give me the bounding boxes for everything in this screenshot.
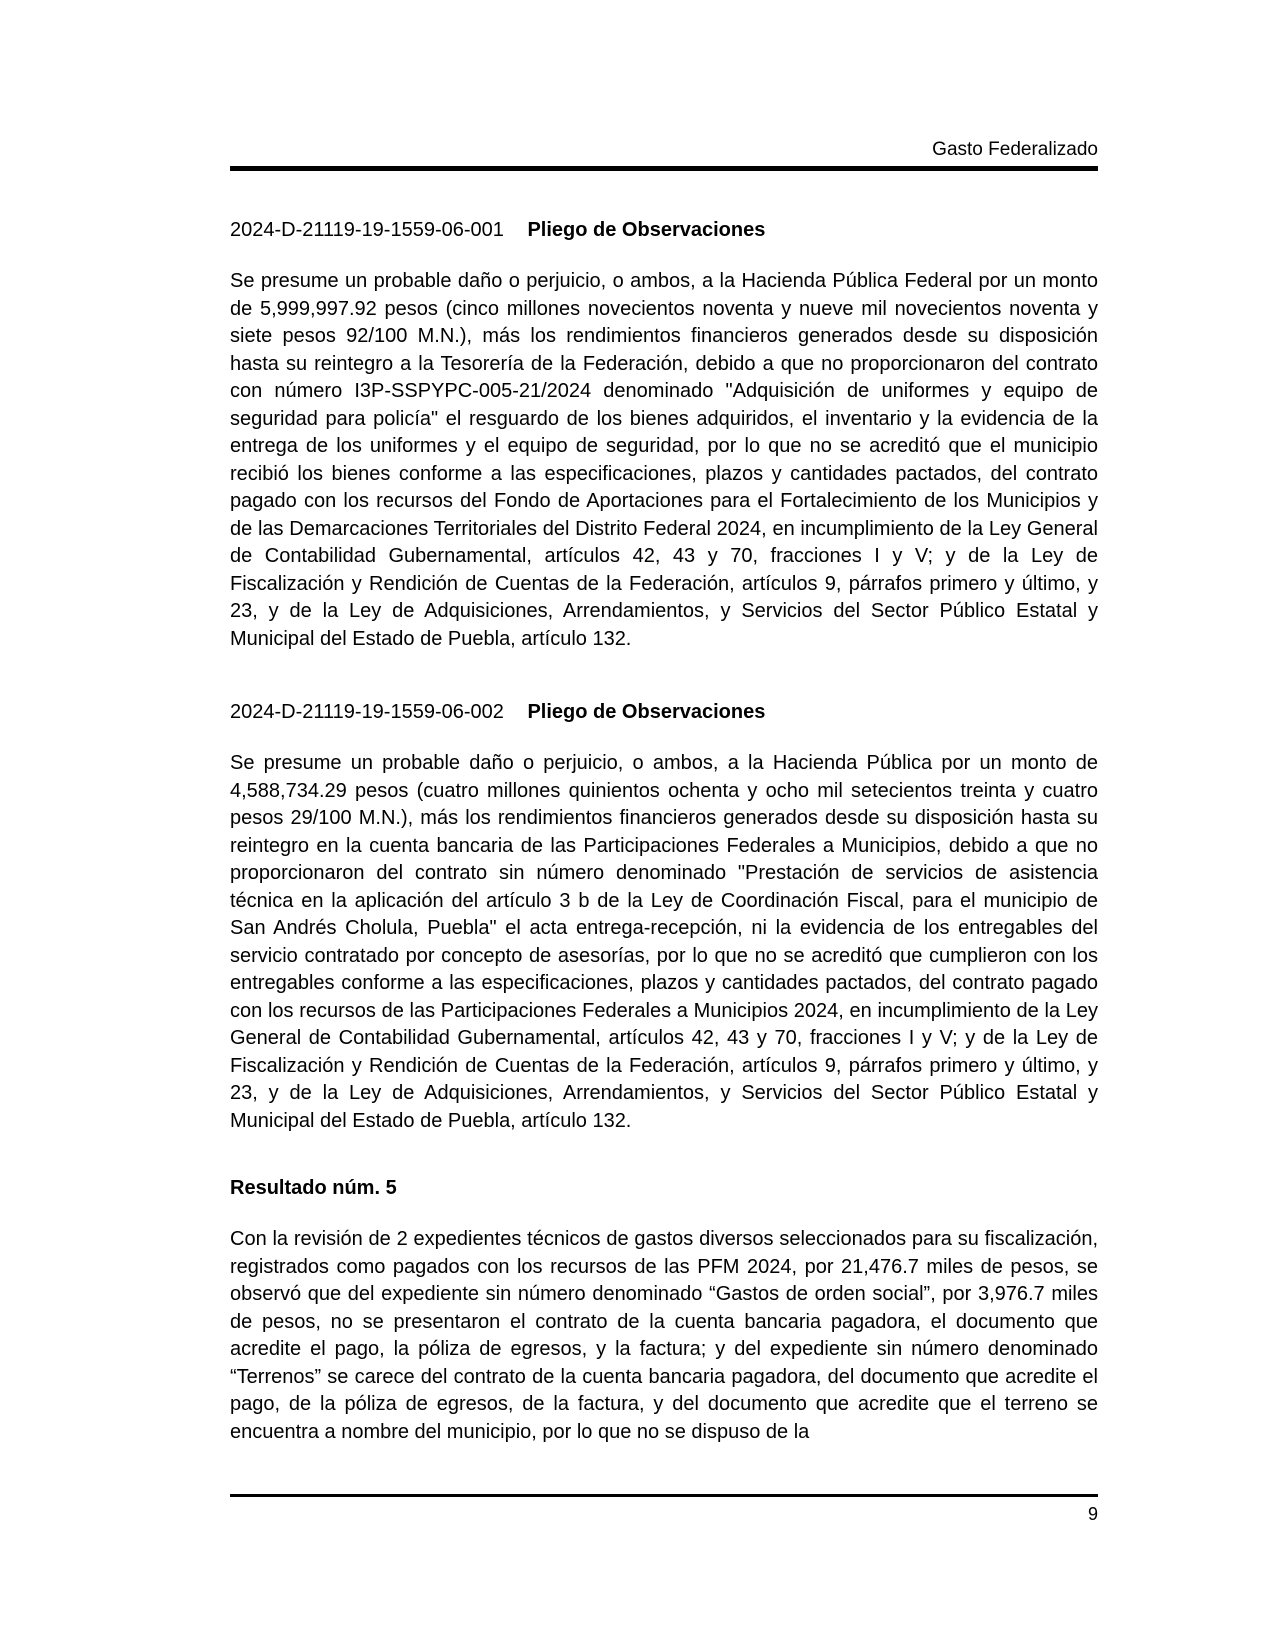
observation-code-2: 2024-D-21119-19-1559-06-002 [230, 701, 504, 723]
observation-body-2: Se presume un probable daño o perjuicio, o ambos, a la Hacienda Pública por un monto de 4,588,734.29 pesos (cuatro millones quinientos ochenta y ocho mil setecientos treinta y cuatro pesos 29/100 M.N.), más los rendimientos financieros generados desde su disposición hasta su reintegro en la cuenta bancaria de las Participaciones Federales a Municipios, debido a que no proporcionaron del contrato sin número denominado "Prestación de servicios de asistencia técnica en la aplicación del artículo 3 b de la Ley de Coordinación Fiscal, para el municipio de San Andrés Cholula, Puebla" el acta entrega-recepción, ni la evidencia de los entregables del servicio contratado por concepto de asesorías, por lo que no se acreditó que cumplieron con los entregables conforme a las especificaciones, plazos y cantidades pactados, del contrato pagado con los recursos de las Participaciones Federales a Municipios 2024, en incumplimiento de la Ley General de Contabilidad Gubernamental, artículos 42, 43 y 70, fracciones I y V; y de la Ley de Fiscalización y Rendición de Cuentas de la Federación, artículos 9, párrafos primero y último, y 23, y de la Ley de Adquisiciones, Arrendamientos, y Servicios del Sector Público Estatal y Municipal del Estado de Puebla, artículo 132. [230, 752, 1098, 1132]
footer-rule [230, 1494, 1098, 1497]
observation-title-2: Pliego de Observaciones [527, 701, 766, 723]
observation-heading-1 [230, 217, 1098, 244]
observation-body-1: Se presume un probable daño o perjuicio, o ambos, a la Hacienda Pública Federal por un monto de 5,999,997.92 pesos (cinco millones novecientos noventa y nueve mil novecientos noventa y siete pesos 92/100 M.N.), más los rendimientos financieros generados desde su disposición hasta su reintegro a la Tesorería de la Federación, debido a que no proporcionaron del contrato con número I3P-SSPYPC-005-21/2024 denominado "Adquisición de uniformes y equipo de seguridad para policía" el resguardo de los bienes adquiridos, el inventario y la evidencia de la entrega de los uniformes y el equipo de seguridad, por lo que no se acreditó que el municipio recibió los bienes conforme a las especificaciones, plazos y cantidades pactados, del contrato pagado con los recursos del Fondo de Aportaciones para el Fortalecimiento de los Municipios y de las Demarcaciones Territoriales del Distrito Federal 2024, en incumplimiento de la Ley General de Contabilidad Gubernamental, artículos 42, 43 y 70, fracciones I y V; y de la Ley de Fiscalización y Rendición de Cuentas de la Federación, artículos 9, párrafos primero y último, y 23, y de la Ley de Adquisiciones, Arrendamientos, y Servicios del Sector Público Estatal y Municipal del Estado de Puebla, artículo 132. [230, 270, 1098, 650]
observation-heading-2 [230, 699, 1098, 726]
result-heading: Resultado núm. 5 [230, 1177, 397, 1199]
observation-title-1: Pliego de Observaciones [527, 219, 766, 241]
running-header-title: Gasto Federalizado [932, 139, 1098, 160]
observation-code-1: 2024-D-21119-19-1559-06-001 [230, 219, 504, 241]
page-footer [230, 1494, 1098, 1525]
page-content [230, 0, 1098, 1446]
result-body: Con la revisión de 2 expedientes técnicos de gastos diversos seleccionados para su fiscalización, registrados como pagados con los recursos de las PFM 2024, por 21,476.7 miles de pesos, se observó que del expediente sin número denominado “Gastos de orden social”, por 3,976.7 miles de pesos, no se presentaron el contrato de la cuenta bancaria pagadora, el documento que acredite el pago, la póliza de egresos, y la factura; y del expediente sin número denominado “Terrenos” se carece del contrato de la cuenta bancaria pagadora, del documento que acredite el pago, de la póliza de egresos, de la factura, y del documento que acredite que el terreno se encuentra a nombre del municipio, por lo que no se dispuso de la [230, 1228, 1098, 1443]
header-rule [230, 166, 1098, 171]
page-number: 9 [1087, 1504, 1098, 1524]
